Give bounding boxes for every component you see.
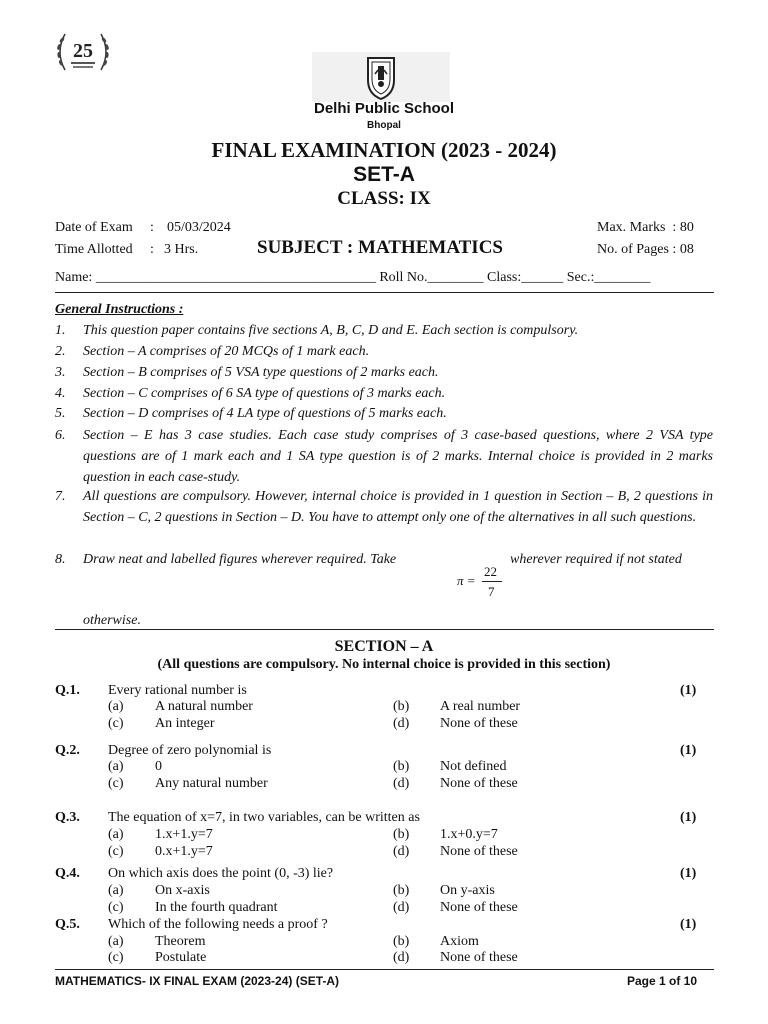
question-text: On which axis does the point (0, -3) lie? bbox=[108, 866, 334, 881]
school-logo bbox=[312, 52, 450, 102]
option-d: None of these bbox=[440, 950, 518, 965]
option-d: None of these bbox=[440, 716, 518, 731]
instructions-title: General Instructions : bbox=[55, 302, 184, 317]
question-number: Q.3. bbox=[55, 810, 80, 825]
instruction-text: wherever required if not stated bbox=[510, 552, 682, 567]
instruction-item: 3. Section – B comprises of 5 VSA type questions of 2 marks each. bbox=[55, 365, 439, 380]
instruction-item: 7. All questions are compulsory. However, internal choice is provided in 1 question in Section – B, 2 questions in Section – C, 2 questions in Section – D. You have to attempt only one of the alternatives in all such questions. bbox=[55, 489, 713, 525]
option-d: None of these bbox=[440, 900, 518, 915]
question-number: Q.2. bbox=[55, 743, 80, 758]
fraction-bar bbox=[482, 581, 502, 582]
option-a: A natural number bbox=[155, 699, 253, 714]
instruction-item: 2. Section – A comprises of 20 MCQs of 1 mark each. bbox=[55, 344, 370, 359]
option-c: An integer bbox=[155, 716, 215, 731]
question-marks: (1) bbox=[680, 810, 697, 825]
option-a: 0 bbox=[155, 759, 162, 774]
option-d: None of these bbox=[440, 844, 518, 859]
section-title: SECTION – A bbox=[334, 638, 434, 655]
question-marks: (1) bbox=[680, 743, 697, 758]
instruction-item: 1. This question paper contains five sections A, B, C, D and E. Each section is compulsory. bbox=[55, 323, 579, 338]
time-colon: : bbox=[150, 242, 154, 257]
student-details-line: Name: ________________________________________ Roll No.________ Class:______ Sec.:________ bbox=[55, 270, 651, 285]
time-label: Time Allotted bbox=[55, 242, 133, 257]
instruction-item: 5. Section – D comprises of 4 LA type of questions of 5 marks each. bbox=[55, 406, 447, 421]
question-text: Every rational number is bbox=[108, 683, 247, 698]
instruction-item: 6. Section – E has 3 case studies. Each case study comprises of 3 case-based questions, where 2 VSA type questions are of 1 mark each and 1 SA type question is of 2 marks. Internal choice is provided in 2 marks question in each case-study. bbox=[55, 428, 713, 485]
option-b: Axiom bbox=[440, 934, 479, 949]
question-text: Degree of zero polynomial is bbox=[108, 743, 272, 758]
date-label: Date of Exam bbox=[55, 220, 133, 235]
option-d: None of these bbox=[440, 776, 518, 791]
question-marks: (1) bbox=[680, 866, 697, 881]
instruction-text: otherwise. bbox=[83, 613, 141, 628]
date-colon: : bbox=[150, 220, 154, 235]
question-4: Q.4. On which axis does the point (0, -3) lie? (1) (a) On x-axis (b) On y-axis (c) In the fourth quadrant (d) None of these bbox=[55, 866, 697, 915]
instruction-item: 8. Draw neat and labelled figures wherever required. Take wherever required if not stated otherwise. bbox=[55, 549, 713, 629]
option-b: On y-axis bbox=[440, 883, 495, 898]
question-number: Q.5. bbox=[55, 917, 80, 932]
set-label: SET-A bbox=[353, 163, 415, 186]
instruction-item: 4. Section – C comprises of 6 SA type of questions of 3 marks each. bbox=[55, 386, 446, 401]
footer-divider bbox=[55, 969, 714, 970]
question-5: Q.5. Which of the following needs a proof ? (1) (a) Theorem (b) Axiom (c) Postulate (d) None of these bbox=[55, 917, 697, 965]
fraction-denominator: 7 bbox=[488, 584, 495, 599]
divider bbox=[55, 629, 714, 630]
subject-title: SUBJECT : MATHEMATICS bbox=[257, 237, 503, 258]
page-count: No. of Pages : 08 bbox=[597, 242, 694, 257]
exam-title: FINAL EXAMINATION (2023 - 2024) bbox=[211, 138, 557, 162]
question-2: Q.2. Degree of zero polynomial is (1) (a) 0 (b) Not defined (c) Any natural number (d) None of these bbox=[55, 743, 697, 791]
question-marks: (1) bbox=[680, 917, 697, 932]
option-b: Not defined bbox=[440, 759, 507, 774]
page-number: Page 1 of 10 bbox=[627, 974, 698, 988]
fraction-numerator: 22 bbox=[484, 564, 497, 579]
anniversary-logo bbox=[53, 26, 113, 78]
question-1: Q.1. Every rational number is (1) (a) A natural number (b) A real number (c) An integer (d) None of these bbox=[55, 683, 697, 731]
option-c: Postulate bbox=[155, 950, 207, 965]
option-c: In the fourth quadrant bbox=[155, 900, 278, 915]
pi-symbol: π = bbox=[457, 573, 476, 588]
question-3: Q.3. The equation of x=7, in two variables, can be written as (1) (a) 1.x+1.y=7 (b) 1.x+0.y=7 (c) 0.x+1.y=7 (d) None of these bbox=[55, 810, 697, 859]
question-text: Which of the following needs a proof ? bbox=[108, 917, 328, 932]
question-number: Q.1. bbox=[55, 683, 80, 698]
question-marks: (1) bbox=[680, 683, 697, 698]
option-a: 1.x+1.y=7 bbox=[155, 827, 213, 842]
option-b: A real number bbox=[440, 699, 521, 714]
divider bbox=[55, 292, 714, 293]
option-a: On x-axis bbox=[155, 883, 210, 898]
school-name: Delhi Public School bbox=[313, 100, 455, 117]
footer-title: MATHEMATICS- IX FINAL EXAM (2023-24) (SET-A) bbox=[55, 974, 340, 988]
instruction-text: Draw neat and labelled figures wherever required. Take bbox=[83, 552, 397, 567]
option-b: 1.x+0.y=7 bbox=[440, 827, 498, 842]
date-value: 05/03/2024 bbox=[167, 220, 231, 235]
option-c: Any natural number bbox=[155, 776, 268, 791]
section-subtitle: (All questions are compulsory. No internal choice is provided in this section) bbox=[157, 657, 611, 672]
time-value: 3 Hrs. bbox=[164, 242, 199, 257]
question-text: The equation of x=7, in two variables, can be written as bbox=[108, 810, 420, 825]
max-marks: Max. Marks : 80 bbox=[597, 220, 694, 235]
question-number: Q.4. bbox=[55, 866, 80, 881]
option-a: Theorem bbox=[155, 934, 206, 949]
option-c: 0.x+1.y=7 bbox=[155, 844, 213, 859]
anniversary-number: 25 bbox=[73, 40, 93, 62]
school-city: Bhopal bbox=[367, 120, 401, 131]
class-label: CLASS: IX bbox=[337, 188, 431, 209]
